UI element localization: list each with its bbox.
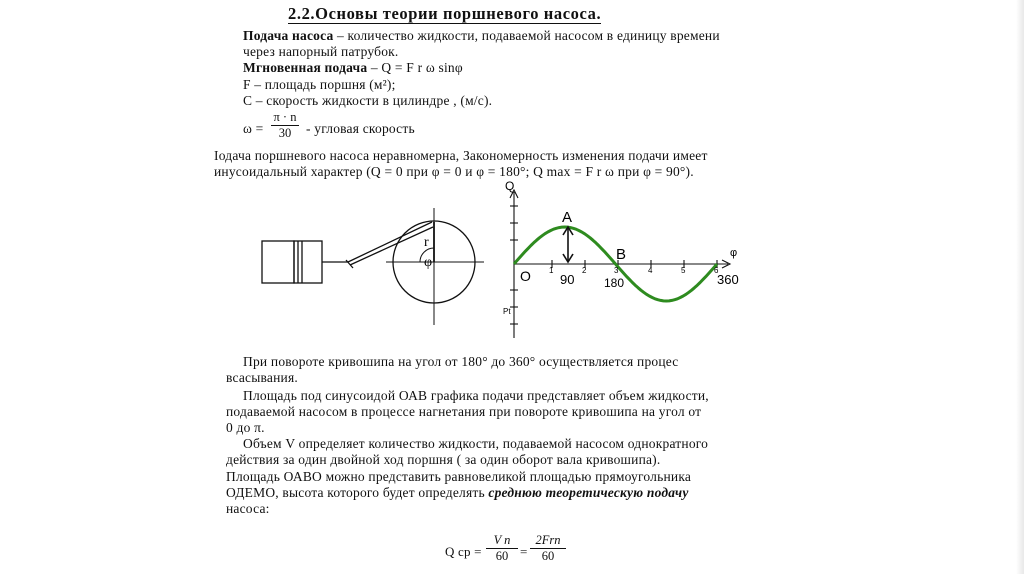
mean-flow-fraction-1 — [486, 533, 518, 564]
piston-cylinder — [262, 241, 348, 283]
page-title: 2.2.Основы теории поршневого насоса. — [288, 4, 602, 23]
fluid-speed-definition: C – скорость жидкости в цилиндре , (м/с). — [243, 93, 493, 108]
point-b-label: B — [616, 246, 627, 263]
fraction-1-denominator: 60 — [495, 549, 509, 563]
crank-radius-label: r — [424, 235, 429, 250]
unevenness-line-1: Iодача поршневого насоса неравномерна, Закономерность изменения подачи имеет — [214, 148, 708, 163]
omega-lhs: ω = — [243, 121, 264, 136]
piston-area-definition: F – площадь поршня (м²); — [243, 77, 396, 92]
origin-label: O — [520, 268, 531, 284]
paragraph-3-line-4: ОДЕМО, высота которого будет определять среднюю теоретическую подачу — [226, 485, 689, 500]
omega-denominator: 30 — [278, 126, 292, 140]
paragraph-2-line-3: 0 до π. — [226, 420, 265, 435]
phi-axis-label: φ — [730, 247, 738, 259]
fraction-1-numerator: V n — [486, 533, 518, 549]
unevenness-line-2: инусоидальный характер (Q = 0 при φ = 0 и φ = 180°; Q max = F r ω при φ = 90°). — [214, 164, 694, 179]
amplitude-arrow — [563, 227, 573, 262]
tick-label-5: 5 — [681, 266, 686, 275]
definition-term: Подача насоса — [243, 28, 334, 43]
omega-numerator: π · n — [271, 110, 299, 126]
definition-line-1: Подача насоса – количество жидкости, подаваемой насосом в единицу времени — [243, 28, 720, 43]
crank-angle-label: φ — [424, 255, 433, 270]
graph-axes — [510, 190, 730, 338]
paragraph-1-line-1: При повороте кривошипа на угол от 180° до 360° осуществляется процес — [243, 354, 679, 369]
definition-line-2: через напорный патрубок. — [243, 44, 399, 59]
q-axis-label: Q — [505, 179, 515, 193]
mean-flow-fraction-2 — [530, 533, 566, 564]
paragraph-3-line-3: Площадь ОАВО можно представить равновеликой площадью прямоугольника — [226, 469, 692, 484]
angle-180-label: 180 — [604, 276, 625, 290]
negative-axis-label: Pt — [503, 307, 511, 316]
point-a-label: A — [562, 209, 573, 226]
tick-label-4: 4 — [648, 266, 653, 275]
fraction-2-numerator: 2Frn — [530, 533, 566, 549]
mean-flow-equals: = — [520, 544, 528, 559]
angle-360-label: 360 — [717, 272, 739, 287]
crank-circle — [386, 208, 484, 325]
tick-label-2: 2 — [582, 266, 587, 275]
graph-labels — [503, 179, 739, 316]
paragraph-1-line-2: всасывания. — [226, 370, 298, 385]
instant-flow-formula: – Q = F r ω sinφ — [367, 60, 463, 75]
paragraph-3-line-1: Объем V определяет количество жидкости, подаваемой насосом однократного — [243, 436, 709, 451]
paragraph-3-line-5: насоса: — [226, 501, 270, 516]
mean-flow-lhs: Q ср = — [445, 544, 482, 559]
paragraph-2-line-1: Площадь под синусоидой ОАВ графика подачи представляет объем жидкости, — [243, 388, 709, 403]
omega-description: - угловая скорость — [306, 121, 415, 136]
instant-flow-term: Мгновенная подача — [243, 60, 368, 75]
tick-label-6: 6 — [714, 266, 719, 275]
angle-90-label: 90 — [560, 272, 575, 287]
fraction-2-denominator: 60 — [541, 549, 555, 563]
tick-label-3: 3 — [614, 266, 619, 275]
mean-flow-emphasis: среднюю теоретическую подачу — [488, 485, 689, 500]
paragraph-3-line-2: действия за один двойной ход поршня ( за один оборот вала кривошипа). — [226, 452, 661, 467]
tick-label-1: 1 — [549, 266, 554, 275]
paragraph-2-line-2: подаваемой насосом в процессе нагнетания при повороте кривошипа на угол от — [226, 404, 702, 419]
